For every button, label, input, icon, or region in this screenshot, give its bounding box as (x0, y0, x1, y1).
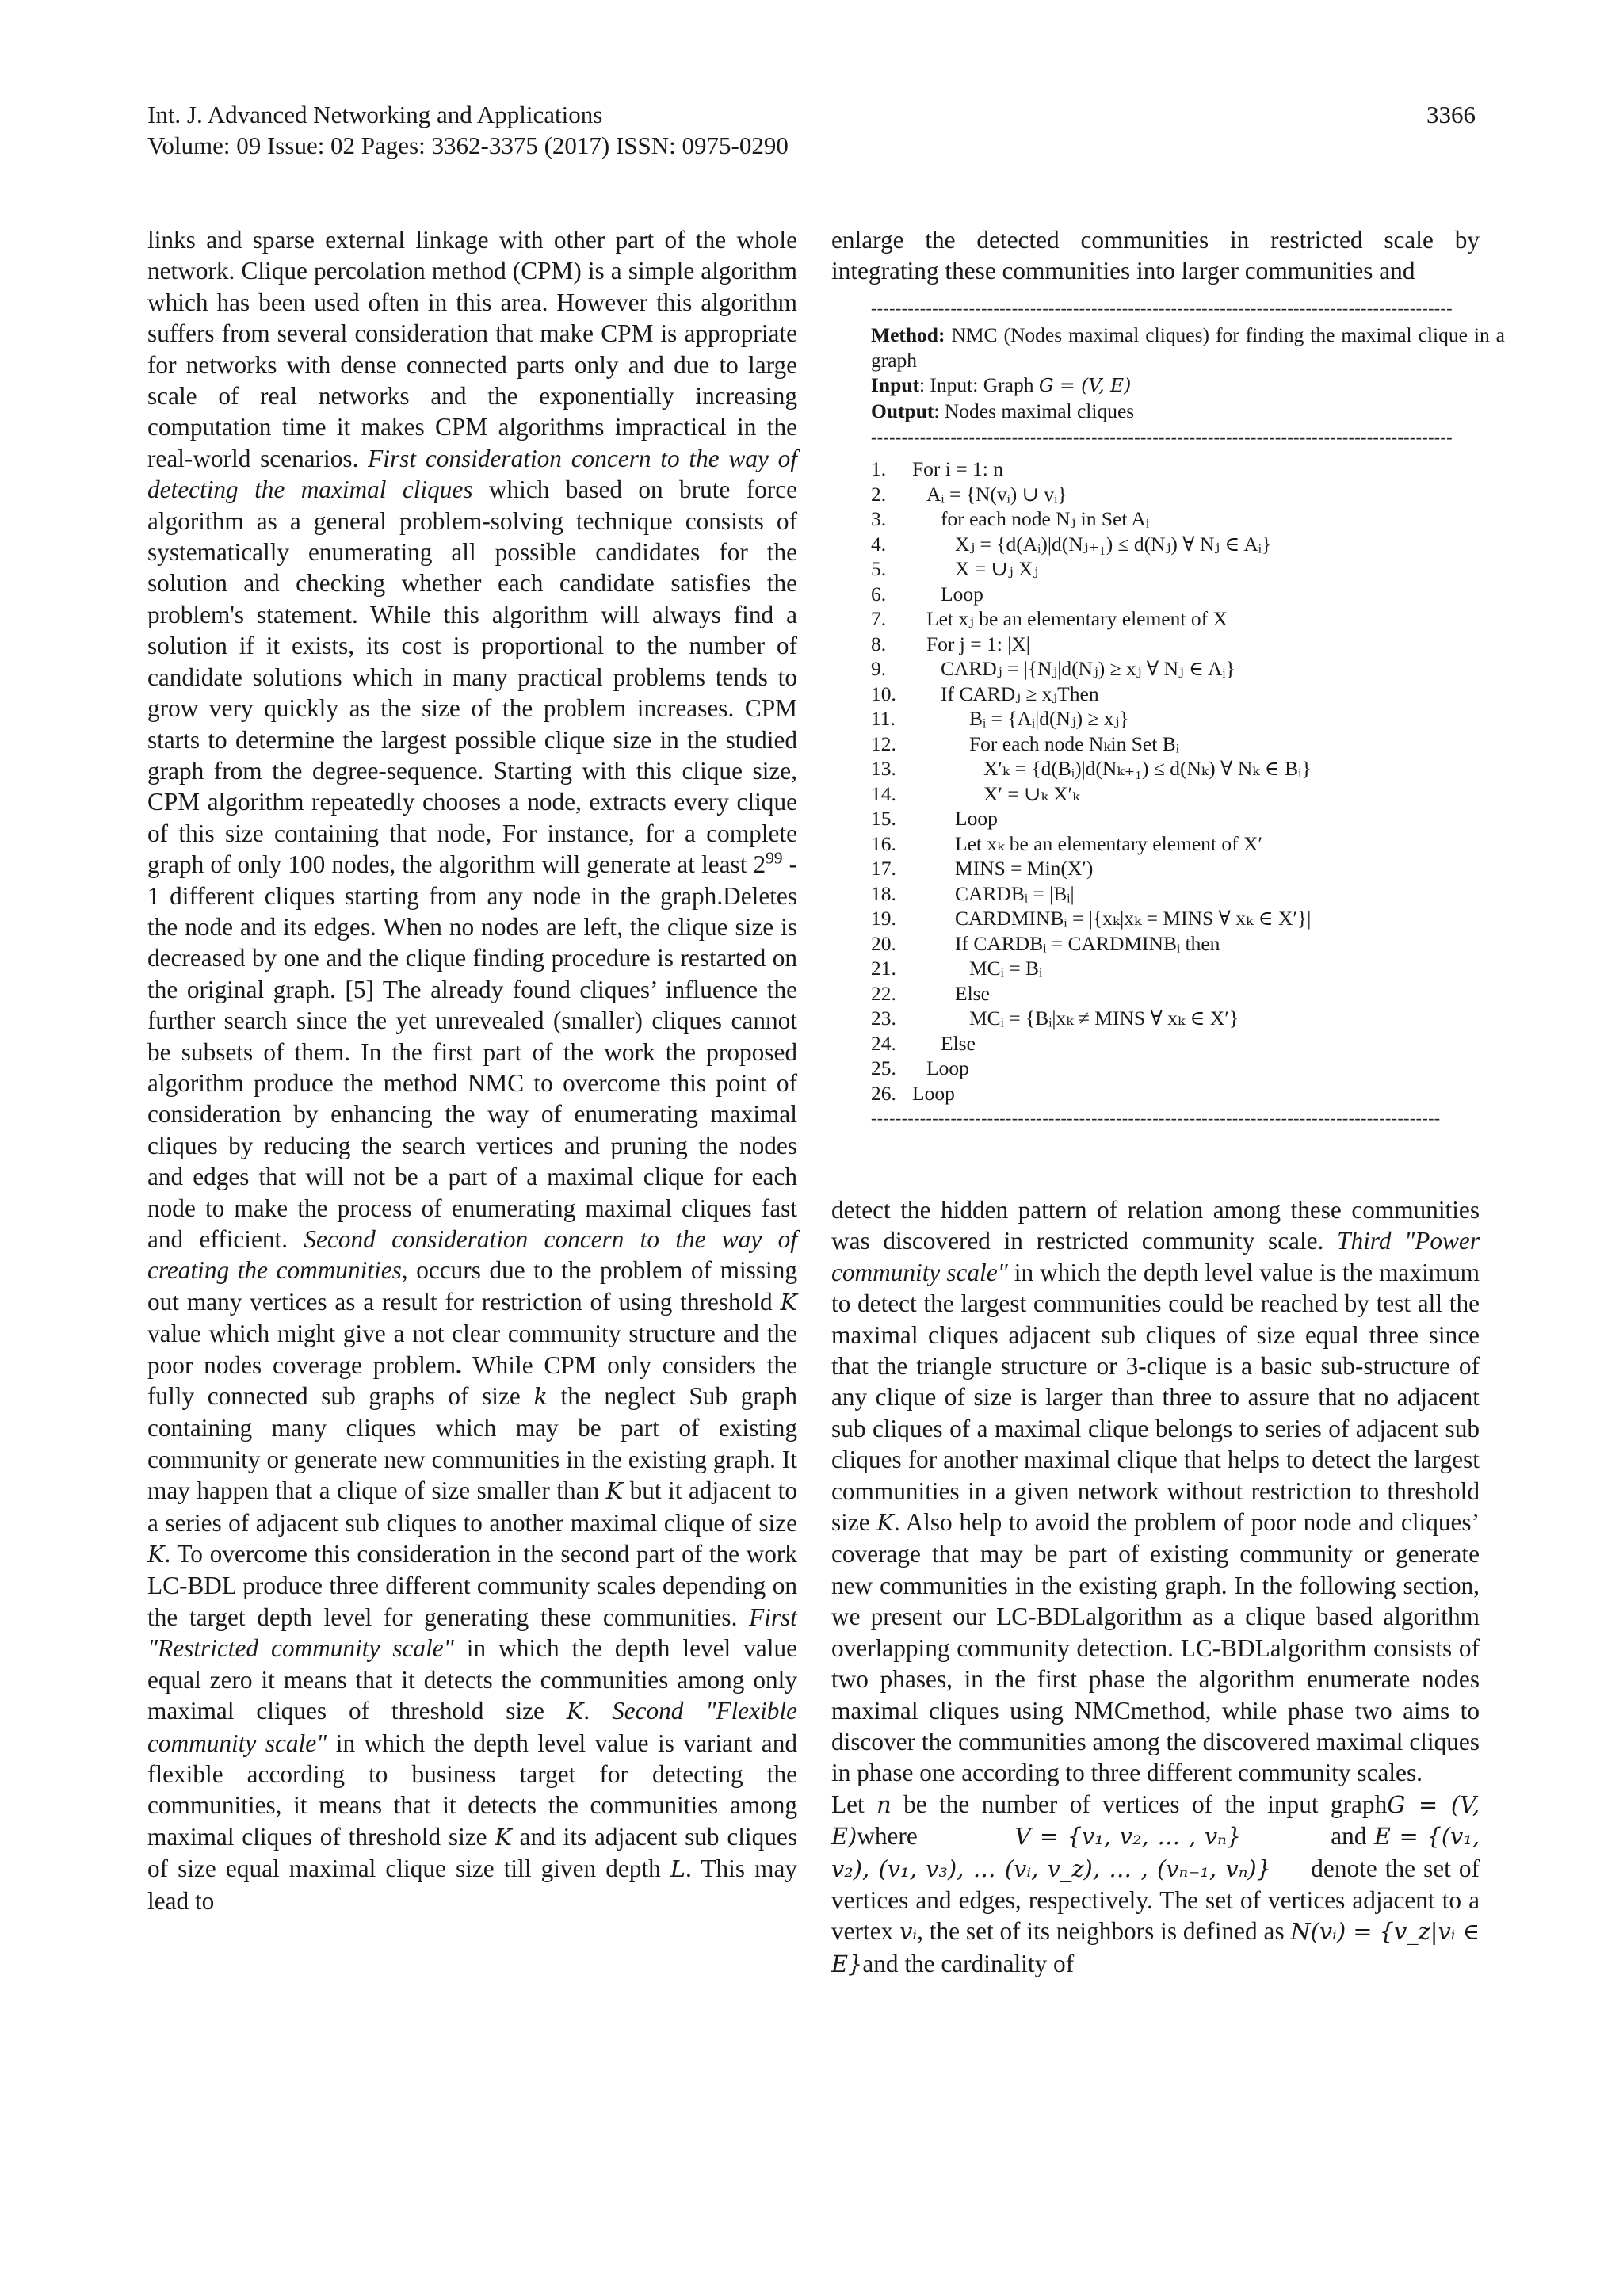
algorithm-step (871, 482, 1505, 507)
math-n: n (876, 1790, 892, 1818)
step-number: 9. (871, 657, 887, 680)
algorithm-step (871, 806, 1505, 831)
step-number: 10. (871, 682, 896, 705)
divider-top: ----------------------------------------------------------------------------------------------- (871, 299, 1453, 318)
step-number: 16. (871, 831, 896, 855)
math-k: K (605, 1477, 624, 1505)
algorithm-step (871, 881, 1505, 907)
text-span: be the number of vertices of the input graph (891, 1790, 1388, 1818)
text-span: in which the depth level value is the maximum to detect the largest communities could be reached by test all the maximal cliques adjacent sub cliques of size equal three since that the triangle structure or 3-clique is a basic sub-structure of any clique of size is larger than three to assure that no adjacent sub cliques of a maximal clique belongs to series of adjacent sub cliques for another maximal clique that helps to detect the largest communities in a given network without restriction to threshold size (831, 1258, 1480, 1537)
step-text: For i = 1: n (912, 457, 1003, 480)
step-number: 25. (871, 1056, 896, 1079)
text-span: . (583, 1697, 613, 1725)
right-paragraph (831, 1789, 1480, 1980)
right-paragraph-top: enlarge the detected communities in restricted scale by integrating these communities into larger communities and (831, 226, 1480, 285)
algorithm-step (871, 556, 1505, 582)
text-span: denote the set of vertices and edges, respectively. The set of vertices adjacent to a vertex (831, 1854, 1480, 1946)
math-k: K (566, 1698, 584, 1725)
algorithm-step (871, 706, 1505, 732)
text-span: and (1331, 1822, 1367, 1851)
algorithm-method (871, 323, 1505, 372)
method-label: Method: (871, 323, 945, 346)
step-text: If CARDBᵢ = CARDMINBᵢ then (955, 931, 1220, 955)
math-graph: G = (V, E) (831, 1790, 1480, 1851)
input-math: G = (V, E) (1038, 374, 1132, 396)
text-span: links and sparse external linkage with other part of the whole network. Clique percolation method (CPM) is a simple algorithm which has been used often in this area. However this algorithm suffers from several consideration that make CPM is appropriate for networks with dense connected parts only and due to large scale of real networks and the exponentially increasing computation time it makes CPM algorithms impractical in the real-world scenarios. (147, 226, 797, 472)
step-text: MCᵢ = {Bᵢ|xₖ ≠ MINS ∀ xₖ ∈ X′} (969, 1007, 1239, 1030)
step-text: X′ₖ = {d(Bᵢ)|d(Nₖ₊₁) ≤ d(Nₖ) ∀ Nₖ ∈ Bᵢ} (983, 757, 1312, 780)
step-text: For j = 1: |X| (926, 632, 1030, 655)
step-number: 19. (871, 907, 896, 930)
text-span: and the cardinality of (862, 1949, 1075, 1977)
step-number: 21. (871, 957, 896, 980)
algorithm-step (871, 656, 1505, 682)
step-number: 17. (871, 857, 896, 880)
step-text: Loop (926, 1056, 969, 1079)
step-text: Else (955, 981, 990, 1005)
step-number: 6. (871, 582, 887, 606)
algorithm-step (871, 606, 1505, 632)
math-edge-set: E = {(v₁, v₂), (v₁, v₃), … (vᵢ, v_z), … , (vₙ₋₁, vₙ)} (831, 1823, 1480, 1882)
step-number: 11. (871, 707, 896, 730)
method-text: NMC (Nodes maximal cliques) for finding the maximal clique in a graph (871, 323, 1505, 372)
algorithm-box (871, 299, 1505, 1128)
algorithm-step (871, 1081, 1505, 1106)
text-span: While CPM only considers the fully connected sub graphs of size (147, 1350, 797, 1411)
algorithm-step (871, 906, 1505, 931)
journal-title: Int. J. Advanced Networking and Applications (147, 101, 603, 128)
algorithm-step (871, 632, 1505, 657)
text-span: in which the depth level value is variant and flexible according to business target for detecting the communities, it means that it detects the communities among maximal cliques of threshold size (147, 1729, 797, 1851)
step-text: Else (941, 1031, 976, 1055)
page-number: 3366 (1426, 101, 1476, 128)
algorithm-step (871, 1006, 1505, 1031)
italic-span: First consideration concern to the way of detecting the maximal cliques (147, 444, 797, 504)
text-span: , the set of its neighbors is defined as (917, 1917, 1291, 1946)
text-span: value which might give a not clear community structure and the poor nodes coverage problem (147, 1320, 797, 1379)
italic-span: First "Restricted community scale" (147, 1603, 797, 1663)
algorithm-step (871, 781, 1505, 807)
superscript: 99 (766, 848, 783, 868)
step-number: 7. (871, 607, 887, 630)
journal-volume: Volume: 09 Issue: 02 Pages: 3362-3375 (2017) ISSN: 0975-0290 (147, 132, 789, 159)
step-text: Aᵢ = {N(vᵢ) ∪ vᵢ} (926, 482, 1067, 506)
math-k: K (495, 1823, 512, 1851)
step-text: Loop (955, 807, 998, 830)
step-text: Loop (912, 1081, 955, 1105)
step-number: 1. (871, 457, 887, 480)
step-number: 14. (871, 781, 896, 805)
step-text: CARDMINBᵢ = |{xₖ|xₖ = MINS ∀ xₖ ∈ X′}| (955, 907, 1312, 930)
italic-span: Second consideration concern to the way of creating the communities (147, 1225, 797, 1285)
step-text: Xⱼ = {d(Aᵢ)|d(Nⱼ₊₁) ≤ d(Nⱼ) ∀ Nⱼ ∈ Aᵢ} (955, 532, 1272, 556)
math-k: K (147, 1541, 165, 1568)
math-l: L (670, 1855, 686, 1883)
algorithm-output (871, 399, 1505, 424)
algorithm-step (871, 682, 1505, 707)
algorithm-header (871, 323, 1505, 423)
step-number: 8. (871, 632, 887, 655)
italic-span: Second "Flexible community scale" (147, 1697, 797, 1757)
text-span: and its adjacent sub cliques of size equal maximal clique size till given depth (147, 1822, 797, 1883)
math-k-lower: k (533, 1383, 548, 1411)
step-number: 12. (871, 732, 896, 755)
divider-bottom: --------------------------------------------------------------------------------------------- (871, 1109, 1441, 1128)
algorithm-step (871, 1056, 1505, 1081)
math-vi: vᵢ (899, 1918, 918, 1946)
step-number: 20. (871, 931, 896, 955)
text-span: in which the depth level value equal zero it means that it detects the communities among only maximal cliques of threshold size (147, 1634, 797, 1725)
math-neighbors: N(vᵢ) = {v_z|vᵢ ∈ E} (831, 1918, 1480, 1977)
algorithm-step (871, 831, 1505, 857)
step-number: 5. (871, 557, 887, 580)
algorithm-step (871, 856, 1505, 881)
algorithm-step (871, 956, 1505, 981)
step-text: X = ∪ⱼ Xⱼ (955, 557, 1039, 580)
step-number: 18. (871, 881, 896, 905)
algorithm-step (871, 457, 1505, 482)
text-span: but it adjacent to a series of adjacent sub cliques to another maximal clique of size (147, 1477, 797, 1537)
step-number: 3. (871, 507, 887, 530)
step-number: 4. (871, 532, 887, 556)
right-paragraph (831, 1194, 1480, 1789)
italic-span: Third "Power community scale" (831, 1227, 1480, 1286)
step-text: Let xₖ be an elementary element of X′ (955, 831, 1263, 855)
step-text: Let xⱼ be an elementary element of X (926, 607, 1228, 630)
text-span: Let (831, 1790, 877, 1818)
step-number: 15. (871, 807, 896, 830)
step-text: Loop (941, 582, 983, 606)
step-text: If CARDⱼ ≥ xⱼThen (941, 682, 1099, 705)
input-text: : Input: Graph (918, 373, 1039, 396)
text-span: - 1 different cliques starting from any node in the graph.Deletes the node and its edges. When no nodes are left, the clique size is decreased by one and the clique finding procedure is restarted on the original graph. [5] The already found cliques’ influence the further search since the yet unrevealed (smaller) cliques cannot be subsets of them. In the first part of the work the proposed algorithm produce the method NMC to overcome this point of consideration by enhancing the way of enumerating maximal cliques by reducing the search vertices and pruning the nodes and edges that will not be a part of a maximal clique for each node to make the process of enumerating maximal cliques fast and efficient. (147, 850, 798, 1253)
algorithm-input (871, 372, 1505, 399)
step-text: X′ = ∪ₖ X′ₖ (983, 781, 1080, 805)
left-paragraph (147, 224, 797, 1916)
math-k: K (780, 1288, 797, 1316)
algorithm-step (871, 532, 1505, 557)
algorithm-step (871, 732, 1505, 757)
algorithm-step (871, 506, 1505, 532)
step-number: 23. (871, 1007, 896, 1030)
step-text: MINS = Min(X′) (955, 857, 1094, 880)
output-text: : Nodes maximal cliques (934, 399, 1135, 422)
algorithm-steps (871, 457, 1505, 1106)
text-span: . To overcome this consideration in the second part of the work LC-BDL produce three different community scales depending on the target depth level for generating these communities. (147, 1540, 797, 1631)
text-span: . Also help to avoid the problem of poor node and cliques’ coverage that may be part of existing community or generate new communities in the existing graph. In the following section, we present our LC-BDLalgorithm as a clique based algorithm overlapping community detection. LC-BDLalgorithm consists of two phases, in the first phase the algorithm enumerate nodes maximal cliques using NMCmethod, while phase two aims to discover the communities among the discovered maximal cliques in phase one according to three different community scales. (831, 1508, 1480, 1787)
bold-dot: . (456, 1350, 462, 1379)
step-text: for each node Nⱼ in Set Aᵢ (941, 507, 1150, 530)
step-text: CARDBᵢ = |Bᵢ| (955, 881, 1075, 905)
text-span: , occurs due to the problem of missing out many vertices as a result for restriction of using threshold (147, 1256, 797, 1316)
algorithm-step (871, 582, 1505, 607)
left-column (147, 224, 797, 1916)
step-text: CARDⱼ = |{Nⱼ|d(Nⱼ) ≥ xⱼ ∀ Nⱼ ∈ Aᵢ} (941, 657, 1235, 680)
text-span: the neglect Sub graph containing many cliques which may be part of existing community or generate new communities in the existing graph. It may happen that a clique of size smaller than (147, 1382, 797, 1505)
text-span: . This may lead to (147, 1855, 797, 1915)
text-span: which based on brute force algorithm as a general problem-solving technique consists of systematically enumerating all possible candidates for the solution and checking whether each candidate satisfies the problem's statement. While this algorithm will always find a solution if it exists, its cost is proportional to the number of candidate solutions which in many practical problems tends to grow very quickly as the size of the problem increases. CPM starts to determine the largest possible clique size in the studied graph from the degree-sequence. Starting with this clique size, CPM algorithm repeatedly chooses a node, extracts every clique of this size containing that node, For instance, for a complete graph of only 100 nodes, the algorithm will generate at least 2 (147, 476, 797, 879)
step-number: 2. (871, 482, 887, 506)
algorithm-step (871, 981, 1505, 1007)
step-text: Bᵢ = {Aᵢ|d(Nⱼ) ≥ xⱼ} (969, 707, 1129, 730)
algorithm-step (871, 756, 1505, 781)
algorithm-step (871, 1031, 1505, 1056)
math-k: K (876, 1509, 894, 1537)
algorithm-step (871, 931, 1505, 957)
step-text: MCᵢ = Bᵢ (969, 957, 1043, 980)
text-span: where (857, 1822, 918, 1851)
math-vertex-set: V = {v₁, v₂, … , vₙ} (1014, 1823, 1242, 1851)
step-number: 24. (871, 1031, 896, 1055)
input-label: Input (871, 373, 919, 396)
output-label: Output (871, 399, 934, 422)
step-number: 13. (871, 757, 896, 780)
step-number: 22. (871, 981, 896, 1005)
step-number: 26. (871, 1081, 896, 1105)
text-span: detect the hidden pattern of relation among these communities was discovered in restricted community scale. (831, 1196, 1480, 1255)
step-text: For each node Nₖin Set Bᵢ (969, 732, 1179, 755)
right-bottom-text (831, 1194, 1480, 1980)
divider-mid: ----------------------------------------------------------------------------------------------- (871, 428, 1453, 447)
